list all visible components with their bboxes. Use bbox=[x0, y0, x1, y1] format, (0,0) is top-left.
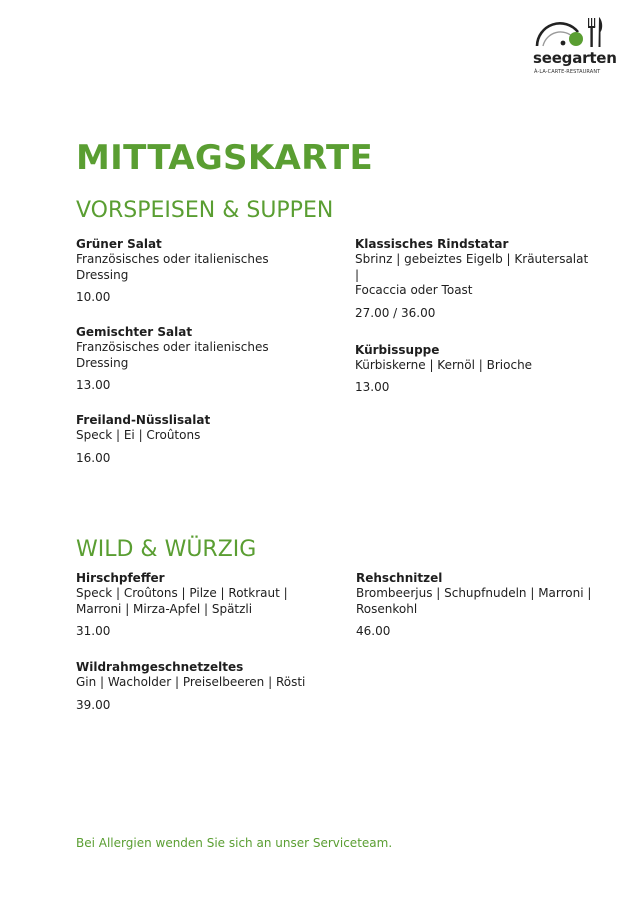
plate-fork-knife-icon bbox=[530, 14, 610, 50]
menu-item-price: 10.00 bbox=[76, 290, 111, 304]
menu-item bbox=[76, 325, 316, 393]
starters-right-column bbox=[355, 237, 595, 395]
logo-subtitle: À-LA-CARTE-RESTAURANT bbox=[534, 69, 601, 75]
menu-item-name: Kürbissuppe bbox=[355, 342, 440, 357]
menu-item-price: 39.00 bbox=[76, 697, 111, 712]
menu-item bbox=[76, 660, 316, 713]
menu-item bbox=[76, 571, 316, 639]
menu-item bbox=[76, 237, 316, 305]
menu-item-description: Focaccia oder Toast bbox=[355, 283, 473, 297]
menu-item-description: Sbrinz | gebeiztes Eigelb | Kräutersalat | bbox=[355, 252, 589, 282]
menu-item-price: 46.00 bbox=[356, 624, 391, 638]
menu-item-name: Gemischter Salat bbox=[76, 325, 193, 339]
menu-item-price: 13.00 bbox=[355, 380, 390, 394]
allergy-notice: Bei Allergien wenden Sie sich an unser Serviceteam. bbox=[76, 836, 393, 850]
menu-item-name: Freiland-Nüsslisalat bbox=[76, 413, 211, 427]
menu-item bbox=[76, 413, 316, 466]
menu-item-description: Speck | Croûtons | Pilze | Rotkraut | bbox=[76, 586, 288, 600]
menu-item-description: Gin | Wacholder | Preiselbeeren | Rösti bbox=[76, 675, 306, 689]
page-title: MITTAGSKARTE bbox=[76, 138, 374, 178]
menu-item-price: 16.00 bbox=[76, 450, 111, 465]
menu-item-name: Rehschnitzel bbox=[356, 571, 443, 585]
menu-item-description: Kürbiskerne | Kernöl | Brioche bbox=[355, 357, 533, 372]
menu-item-description: Speck | Ei | Croûtons bbox=[76, 428, 201, 442]
menu-item bbox=[355, 237, 595, 321]
menu-item-description: Brombeerjus | Schupfnudeln | Marroni | bbox=[356, 586, 592, 600]
menu-item-price: 27.00 / 36.00 bbox=[355, 305, 436, 320]
menu-item-description: Marroni | Mirza-Apfel | Spätzli bbox=[76, 601, 253, 616]
game-right-column bbox=[356, 571, 596, 639]
logo-name: seegarten bbox=[533, 49, 617, 67]
menu-item-description: Französisches oder italienisches Dressing bbox=[76, 340, 269, 370]
menu-item-name: Grüner Salat bbox=[76, 237, 162, 251]
restaurant-logo bbox=[530, 14, 617, 78]
section-heading-game: WILD & WÜRZIG bbox=[76, 537, 257, 562]
menu-item-name: Klassisches Rindstatar bbox=[355, 237, 509, 251]
menu-item bbox=[355, 343, 595, 396]
game-left-column bbox=[76, 571, 316, 713]
menu-item-price: 13.00 bbox=[76, 378, 111, 392]
starters-left-column bbox=[76, 237, 316, 466]
menu-item bbox=[356, 571, 596, 639]
menu-item-price: 31.00 bbox=[76, 624, 111, 638]
menu-item-description: Französisches oder italienisches Dressing bbox=[76, 252, 269, 282]
menu-item-name: Hirschpfeffer bbox=[76, 571, 165, 585]
menu-item-description: Rosenkohl bbox=[356, 601, 418, 616]
section-heading-starters: VORSPEISEN & SUPPEN bbox=[76, 198, 334, 223]
menu-item-name: Wildrahmgeschnetzeltes bbox=[76, 660, 244, 674]
